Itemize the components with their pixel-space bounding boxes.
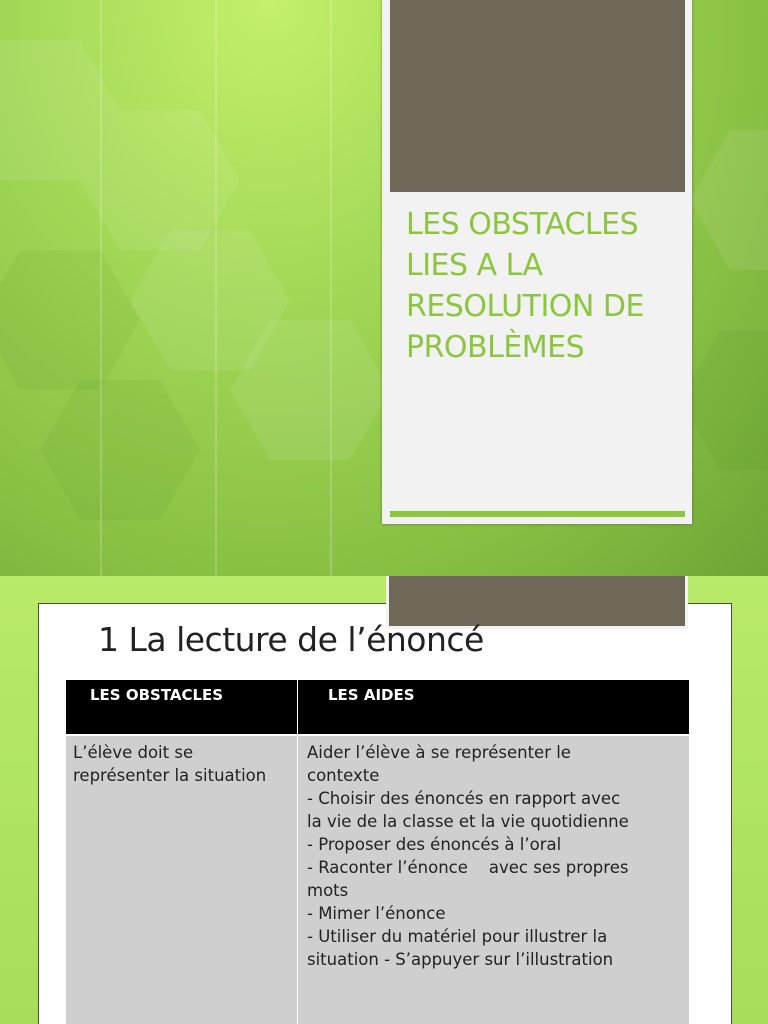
slide-title [406,204,676,368]
cell-line: représenter la situation [73,766,267,785]
cell-line: - Raconter l’énonce avec ses propres [307,858,629,877]
background-stripe [330,0,332,576]
title-line: RESOLUTION DE [406,289,644,324]
aide-cell [298,736,689,1024]
background-hexagon [40,380,200,520]
table-header-row [66,680,689,734]
cell-line: situation - S’appuyer sur l’illustration [307,950,614,969]
table-row [66,736,689,1024]
obstacles-table [66,680,689,1024]
content-slide [0,576,768,1024]
title-line: PROBLÈMES [406,330,585,365]
table-header-obstacles: LES OBSTACLES [66,680,298,734]
title-line: LIES A LA [406,248,543,283]
cell-line: la vie de la classe et la vie quotidienne [307,812,629,831]
title-panel [382,0,692,524]
title-underline-bar [390,511,685,517]
cell-line: mots [307,881,349,900]
cell-line: Aider l’élève à se représenter le [307,743,571,762]
cell-line: - Choisir des énoncés en rapport avec [307,789,621,808]
title-line: LES OBSTACLES [406,207,639,242]
content-decorative-block [389,576,685,626]
cell-line: - Proposer des énoncés à l’oral [307,835,562,854]
background-hexagon [690,130,768,270]
cell-line: - Mimer l’énonce [307,904,446,923]
table-header-aides: LES AIDES [298,680,689,734]
title-decorative-block [390,0,685,192]
background-hexagon [0,250,140,390]
background-stripe [100,0,102,576]
cell-line: contexte [307,766,380,785]
background-hexagon [680,330,768,470]
obstacle-cell [66,736,298,1024]
section-heading: 1 La lecture de l’énoncé [98,620,484,659]
cell-line: - Utiliser du matériel pour illustrer la [307,927,608,946]
cell-line: L’élève doit se [73,743,194,762]
background-stripe [215,0,217,576]
